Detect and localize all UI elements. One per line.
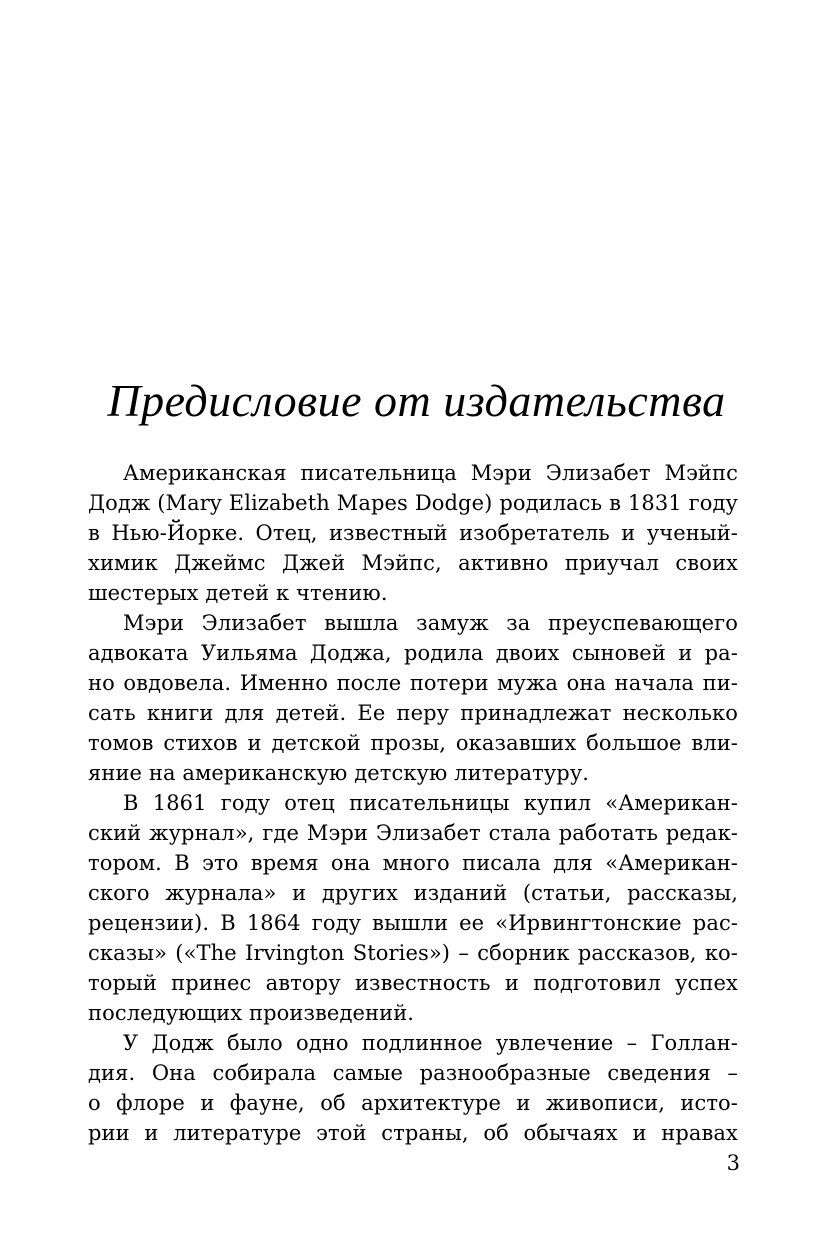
text-line: адвоката Уильяма Доджа, родила двоих сыновей и ра- bbox=[88, 641, 738, 665]
text-line: Американская писательница Мэри Элизабет Мэйпс bbox=[123, 461, 738, 485]
text-line: о флоре и фауне, об архитектуре и живописи, исто- bbox=[88, 1091, 738, 1115]
text-line: дия. Она собирала самые разнообразные сведения – bbox=[88, 1061, 738, 1085]
text-line: последующих произведений. bbox=[88, 1001, 415, 1025]
text-line: У Додж было одно подлинное увлечение – Голлан- bbox=[123, 1031, 738, 1055]
text-line: сать книги для детей. Ее перу принадлежат несколько bbox=[88, 701, 738, 725]
text-line: торый принес автору известность и подготовил успех bbox=[88, 971, 738, 995]
text-line: тором. В это время она много писала для «Американ- bbox=[88, 851, 738, 875]
text-line: яние на американскую детскую литературу. bbox=[88, 761, 590, 785]
text-line: шестерых детей к чтению. bbox=[88, 581, 388, 605]
text-line: сказы» («The Irvington Stories») – сборник рассказов, ко- bbox=[88, 941, 738, 965]
text-line: рии и литературе этой страны, об обычаях и нравах bbox=[88, 1121, 738, 1145]
page-number: 3 bbox=[726, 1151, 740, 1175]
text-line: ского журнала» и других изданий (статьи, рассказы, bbox=[88, 881, 738, 905]
text-line: Додж (Mary Elizabeth Mapes Dodge) родилась в 1831 году bbox=[88, 491, 738, 515]
text-line: В 1861 году отец писательницы купил «Американ- bbox=[123, 791, 738, 815]
text-line: ский журнал», где Мэри Элизабет стала работать редак- bbox=[88, 821, 738, 845]
text-line: рецензии). В 1864 году вышли ее «Ирвингтонские рас- bbox=[88, 911, 738, 935]
text-line: томов стихов и детской прозы, оказавших большое вли- bbox=[88, 731, 738, 755]
text-line: но овдовела. Именно после потери мужа она начала пи- bbox=[88, 671, 738, 695]
text-line: Мэри Элизабет вышла замуж за преуспевающего bbox=[123, 611, 738, 635]
body-text bbox=[88, 458, 738, 1148]
text-line: в Нью-Йорке. Отец, известный изобретатель и ученый- bbox=[88, 521, 738, 545]
chapter-title: Предисловие от издательства bbox=[107, 375, 726, 426]
text-line: химик Джеймс Джей Мэйпс, активно приучал своих bbox=[88, 551, 738, 575]
